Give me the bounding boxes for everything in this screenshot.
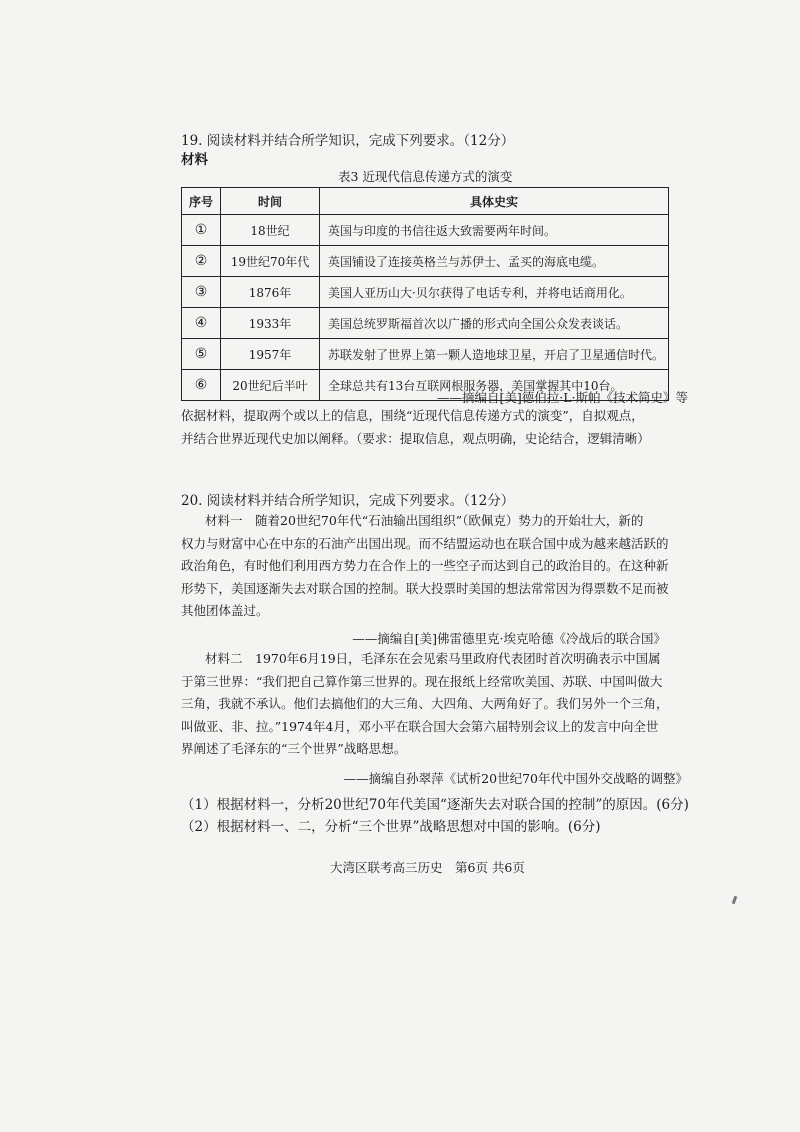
- header-time: 时间: [221, 188, 320, 215]
- row-no: ①: [182, 215, 221, 246]
- m2-line: 界阐述了毛泽东的“三个世界”战略思想。: [181, 741, 407, 756]
- row-fact: 全球总共有13台互联网根服务器，美国掌握其中10台。: [320, 370, 669, 401]
- row-no: ④: [182, 308, 221, 339]
- row-time: 1933年: [221, 308, 320, 339]
- table-caption: 表3 近现代信息传递方式的演变: [338, 169, 513, 184]
- row-fact: 英国铺设了连接英格兰与苏伊士、孟买的海底电缆。: [320, 246, 669, 277]
- m2-line: 材料二 1970年6月19日，毛泽东在会见索马里政府代表团时首次明确表示中国属: [205, 651, 661, 666]
- q20-material-2: [181, 648, 669, 761]
- table-row: [182, 246, 669, 277]
- q19-title: 19. 阅读材料并结合所学知识，完成下列要求。（12分）: [181, 133, 515, 149]
- row-no: ⑥: [182, 370, 221, 401]
- m1-line: 其他团体盖过。: [181, 603, 269, 618]
- row-time: 20世纪后半叶: [221, 370, 320, 401]
- table-row: [182, 308, 669, 339]
- row-time: 18世纪: [221, 215, 320, 246]
- row-fact: 苏联发射了世界上第一颗人造地球卫星，开启了卫星通信时代。: [320, 339, 669, 370]
- q19-source: ——摘编自[美]德伯拉·L·斯帕《技术简史》等: [436, 390, 688, 405]
- m1-line: 材料一 随着20世纪70年代“石油输出国组织”（欧佩克）势力的开始壮大，新的: [205, 513, 644, 528]
- m2-source: ——摘编自孙翠萍《试析20世纪70年代中国外交战略的调整》: [343, 771, 688, 786]
- q20-sub-question-1: （1）根据材料一，分析20世纪70年代美国“逐渐失去对联合国的控制”的原因。(6分): [181, 797, 689, 813]
- header-fact: 具体史实: [320, 188, 669, 215]
- table-row: [182, 215, 669, 246]
- row-no: ⑤: [182, 339, 221, 370]
- q19-material-label: 材料: [181, 152, 208, 168]
- row-no: ③: [182, 277, 221, 308]
- q19-task-line: 并结合世界近现代史加以阐释。（要求：提取信息，观点明确，史论结合，逻辑清晰）: [181, 430, 650, 446]
- header-no: 序号: [182, 188, 221, 215]
- m2-line: 三角，我就不承认。他们去搞他们的大三角、大四角、大两角好了。我们另外一个三角，: [181, 696, 669, 711]
- m1-line: 政治角色，有时他们利用西方势力在合作上的一些空子而达到自己的政治目的。在这种新: [181, 558, 669, 573]
- info-transmission-table: [181, 187, 669, 401]
- m1-line: 形势下，美国逐渐失去对联合国的控制。联大投票时美国的想法常常因为得票数不足而被: [181, 580, 669, 596]
- row-time: 1957年: [221, 339, 320, 370]
- page-footer: 大湾区联考高三历史 第6页 共6页: [330, 860, 525, 875]
- m1-source: ——摘编自[美]佛雷德里克·埃克哈德《冷战后的联合国》: [352, 631, 666, 646]
- m2-line: 于第三世界：“我们把自己算作第三世界的。现在报纸上经常吹美国、苏联、中国叫做大: [181, 673, 663, 689]
- row-fact: 美国人亚历山大·贝尔获得了电话专利，并将电话商用化。: [320, 277, 669, 308]
- table-header-row: [182, 188, 669, 215]
- q20-material-1: [181, 510, 669, 623]
- m1-line: 权力与财富中心在中东的石油产出国出现。而不结盟运动也在联合国中成为越来越活跃的: [181, 535, 669, 551]
- row-time: 19世纪70年代: [221, 246, 320, 277]
- table-row: [182, 277, 669, 308]
- q20-sub-question-2: （2）根据材料一、二，分析“三个世界”战略思想对中国的影响。(6分): [181, 819, 601, 835]
- row-fact: 英国与印度的书信往返大致需要两年时间。: [320, 215, 669, 246]
- row-fact: 美国总统罗斯福首次以广播的形式向全国公众发表谈话。: [320, 308, 669, 339]
- row-no: ②: [182, 246, 221, 277]
- q19-task-line: 依据材料，提取两个或以上的信息，围绕“近现代信息传递方式的演变”，自拟观点，: [181, 408, 644, 423]
- table-row: [182, 339, 669, 370]
- q19-task: [181, 405, 650, 450]
- q20-title: 20. 阅读材料并结合所学知识，完成下列要求。（12分）: [181, 493, 515, 509]
- scan-speck: [732, 896, 738, 905]
- m2-line: 叫做亚、非、拉。”1974年4月，邓小平在联合国大会第六届特别会议上的发言中向全世: [181, 718, 659, 734]
- row-time: 1876年: [221, 277, 320, 308]
